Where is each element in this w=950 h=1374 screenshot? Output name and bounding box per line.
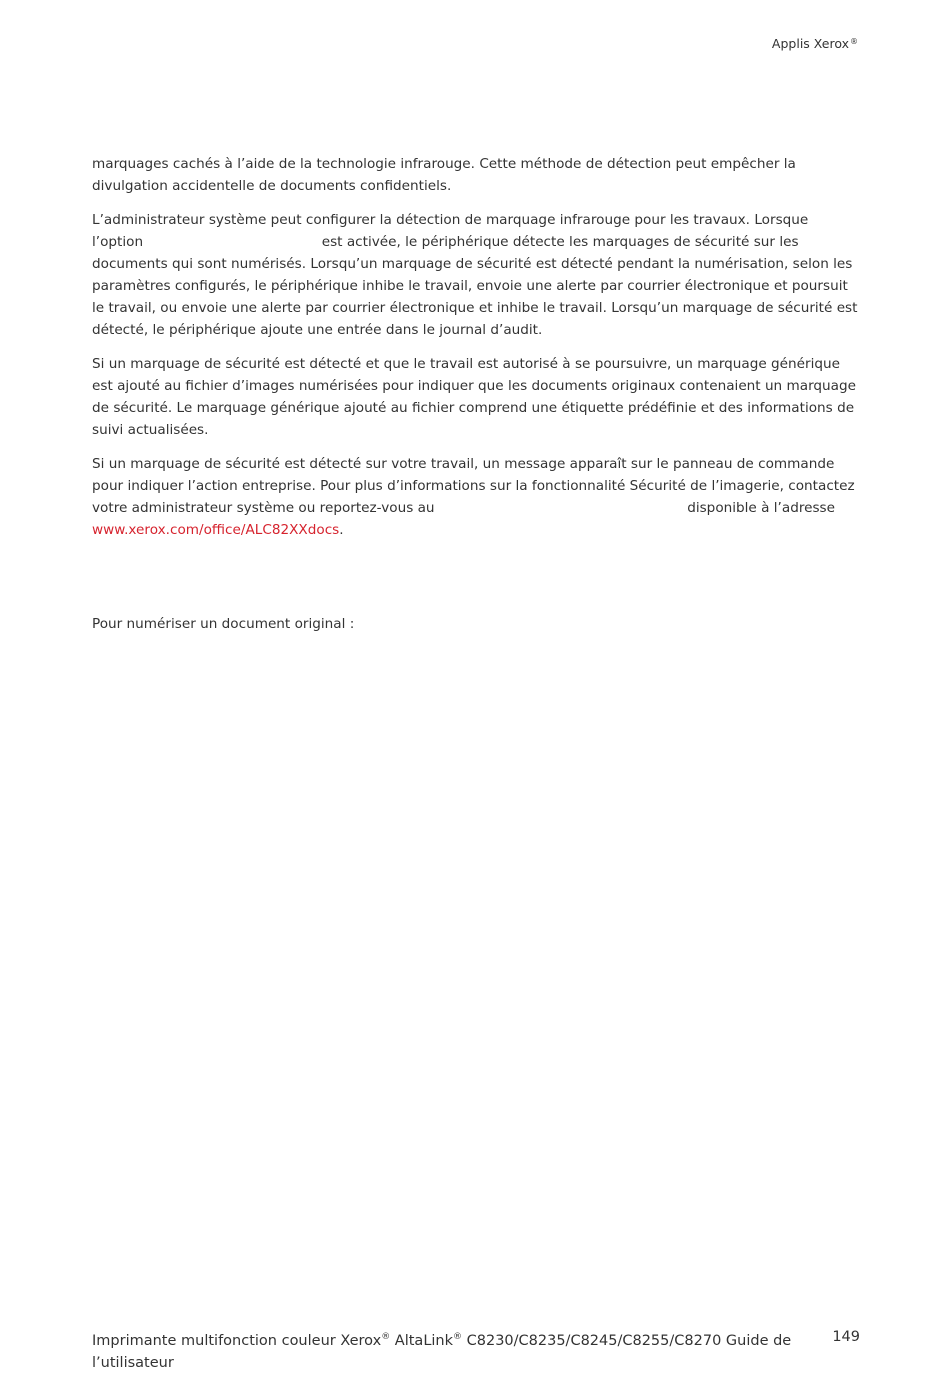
paragraph-2: [92, 209, 860, 341]
footer-trademark-2: ®: [453, 1332, 463, 1342]
paragraph-4-start: Si un marquage de sécurité est détecté sur votre travail, un message apparaît sur le panneau de commande pour indiquer l’action entreprise. Pour plus d’informations sur la fonctionnalité Sécurité de l’imagerie, contactez votre administrateur système ou reportez-vous au: [92, 456, 855, 516]
running-header: [772, 33, 858, 53]
footer-trademark-1: ®: [381, 1332, 391, 1342]
paragraph-3: Si un marquage de sécurité est détecté et que le travail est autorisé à se poursuivre, un marquage générique est ajouté au fichier d’images numérisées pour indiquer que les documents originaux contenaient un marquage de sécurité. Le marquage générique ajouté au fichier comprend une étiquette prédéfinie et des informations de suivi actualisées.: [92, 356, 856, 438]
paragraph-4-middle: disponible à l’adresse: [682, 500, 836, 516]
paragraph-2-end: est activée, le périphérique détecte les marquages de sécurité sur les documents qui sont numérisés. Lorsqu’un marquage de sécurité est détecté pendant la numérisation, selon les paramètres configurés, le périphérique inhibe le travail, envoie une alerte par courrier électronique et poursuit le travail, ou envoie une alerte par courrier électronique et inhibe le travail. Lorsqu’un marquage de sécurité est détecté, le périphérique ajoute une entrée dans le journal d’audit.: [92, 234, 858, 338]
paragraph-2-start: L’administrateur système peut configurer la détection de marquage infrarouge pour les travaux. Lorsque l’option: [92, 212, 809, 250]
paragraph-1: marquages cachés à l’aide de la technologie infrarouge. Cette méthode de détection peut empêcher la divulgation accidentelle de documents confidentiels.: [92, 156, 796, 194]
documentation-link[interactable]: www.xerox.com/office/ALC82XXdocs: [92, 522, 340, 538]
page-number: 149: [832, 1329, 860, 1345]
paragraph-4-end: .: [339, 522, 344, 538]
steps-intro: Pour numériser un document original :: [92, 616, 355, 632]
footer-title-part-2: AltaLink: [390, 1332, 454, 1349]
footer-title-part-1: Imprimante multifonction couleur Xerox: [92, 1332, 382, 1349]
footer-document-title: [92, 1326, 792, 1374]
page-body: [92, 153, 860, 553]
paragraph-4: [92, 453, 860, 541]
footer-title-part-3: C8230/C8235/C8245/C8255/C8270 Guide de l’utilisateur: [92, 1332, 792, 1371]
header-trademark: ®: [850, 37, 858, 46]
header-section-title: Applis Xerox: [771, 36, 849, 51]
